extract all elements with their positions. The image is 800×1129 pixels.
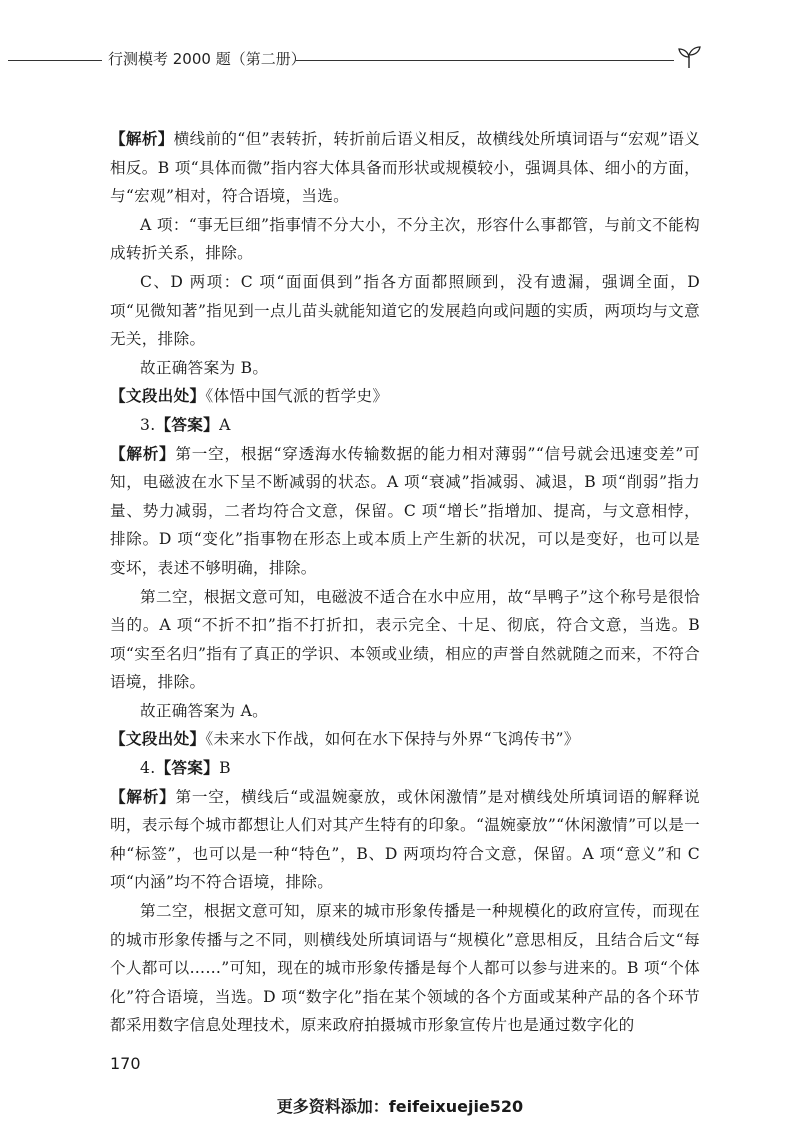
answer-label: 【答案】: [155, 415, 220, 434]
second-blank-paragraph: 第二空，根据文意可知，原来的城市形象传播是一种规模化的政府宣传，而现在的城市形象传播与之不同，则横线处所填词语与“规模化”意思相反，且结合后文“每个人都可以……”可知，现在的城市形象传播是每个人都可以参与进来的。B 项“个体化”符合语境，当选。D 项“数字化”指在某个领域的各个方面或某种产品的各个环节都采用数字信息处理技术，原来政府拍摄城市形象宣传片也是通过数字化的: [110, 902, 700, 1035]
page-number: 170: [110, 1054, 141, 1073]
conclusion-paragraph: 故正确答案为 B。: [140, 358, 269, 377]
answer-line-4: 4.【答案】B: [140, 759, 231, 778]
header-rule-left: [8, 60, 102, 61]
analysis-paragraph: 【解析】第一空，横线后“或温婉豪放，或休闲激情”是对横线处所填词语的解释说明，表示每个城市都想让人们对其产生特有的印象。“温婉豪放”“休闲激情”可以是一种“标签”，也可以是一种“特色”，B、D 两项均符合文意，保留。A 项“意义”和 C 项“内涵”均不符合语境，排除。: [110, 787, 700, 892]
analysis-label: 【解析】: [110, 787, 176, 806]
source-label: 【文段出处】: [110, 387, 206, 406]
option-cd-paragraph: C、D 两项：C 项“面面俱到”指各方面都照顾到，没有遗漏，强调全面，D 项“见微知著”指见到一点儿苗头就能知道它的发展趋向或问题的实质，两项均与文意无关，排除。: [110, 272, 700, 349]
analysis-label: 【解析】: [110, 444, 176, 463]
source-paragraph: 【文段出处】《体悟中国气派的哲学史》: [110, 387, 389, 406]
running-header: [0, 44, 800, 74]
conclusion-paragraph: 故正确答案为 A。: [140, 701, 269, 720]
source-paragraph: 【文段出处】《未来水下作战，如何在水下保持与外界“飞鸿传书”》: [110, 730, 580, 749]
header-rule-right: [296, 60, 674, 61]
answer-label: 【答案】: [155, 759, 220, 778]
analysis-paragraph: 【解析】横线前的“但”表转折，转折前后语义相反，故横线处所填词语与“宏观”语义相反。B 项“具体而微”指内容大体具备而形状或规模较小，强调具体、细小的方面，与“宏观”相对，符合语境，当选。: [110, 130, 701, 206]
analysis-label: 【解析】: [110, 130, 174, 148]
sprout-icon: [676, 44, 702, 70]
footer-note: 更多资料添加：feifeixuejie520: [276, 1097, 524, 1116]
analysis-paragraph: 【解析】第一空，根据“穿透海水传输数据的能力相对薄弱”“信号就会迅速变差”可知，电磁波在水下呈不断减弱的状态。A 项“衰减”指减弱、减退，B 项“削弱”指力量、势力减弱，二者均符合文意，保留。C 项“增长”指增加、提高，与文意相悖，排除。D 项“变化”指事物在形态上或本质上产生新的状况，可以是变好，也可以是变坏，表述不够明确，排除。: [110, 444, 701, 577]
answer-explanations: [110, 125, 700, 1040]
source-label: 【文段出处】: [110, 730, 206, 749]
answer-line-3: 3.【答案】A: [140, 415, 231, 434]
second-blank-paragraph: 第二空，根据文意可知，电磁波不适合在水中应用，故“旱鸭子”这个称号是很恰当的。A 项“不折不扣”指不打折扣，表示完全、十足、彻底，符合文意，当选。B 项“实至名归”指有了真正的学识、本领或业绩，相应的声誉自然就随之而来，不符合语境，排除。: [110, 587, 700, 692]
book-title: 行测模考 2000 题（第二册）: [108, 50, 306, 68]
option-a-paragraph: A 项：“事无巨细”指事情不分大小，不分主次，形容什么事都管，与前文不能构成转折关系，排除。: [110, 215, 700, 263]
